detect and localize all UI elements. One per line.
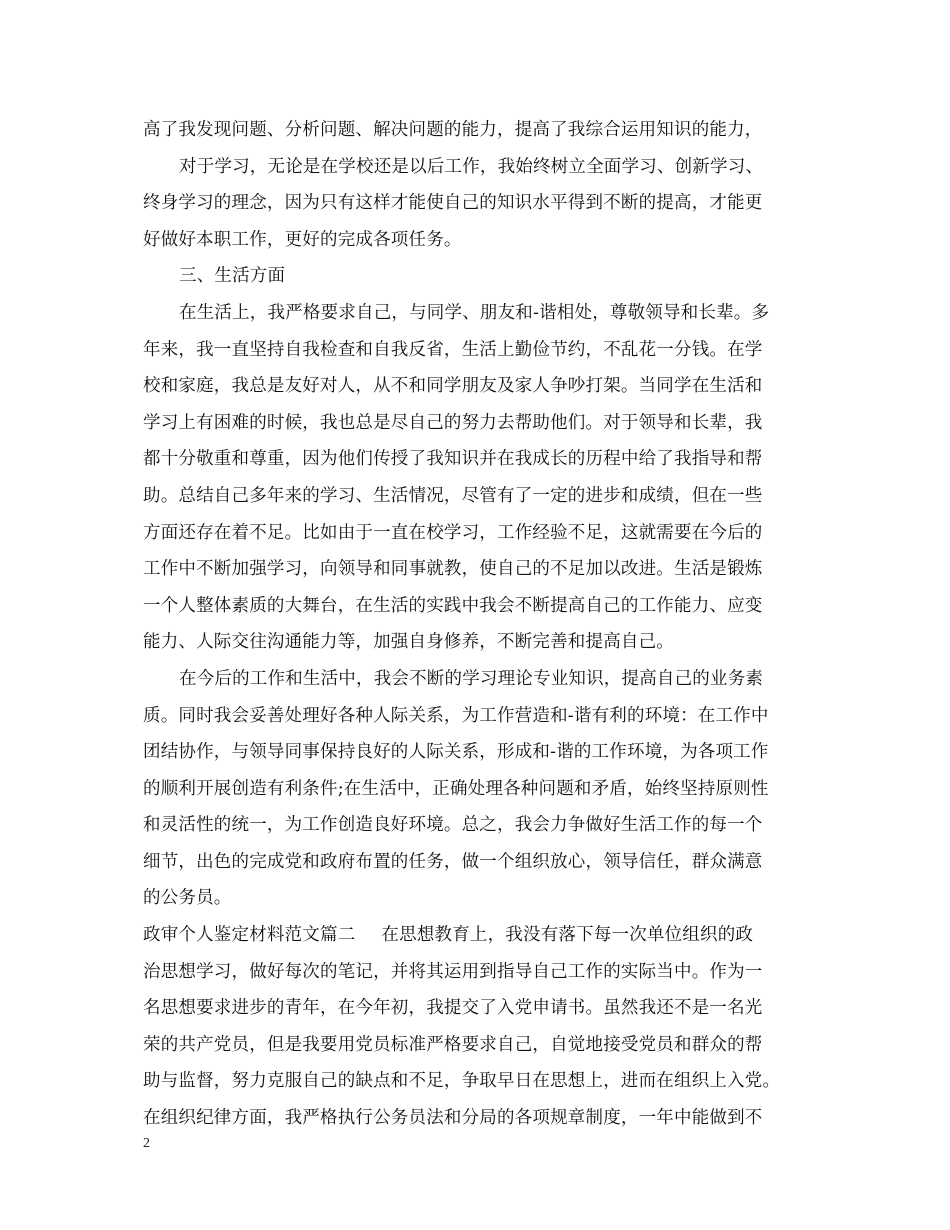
paragraph-text: 在思想教育上，我没有落下每一次单位组织的政 xyxy=(381,925,754,946)
document-body xyxy=(143,112,813,1137)
paragraph-line: 校和家庭，我总是友好对人，从不和同学朋友及家人争吵打架。当同学在生活和 xyxy=(143,376,763,397)
paragraph-line: 在生活上，我严格要求自己，与同学、朋友和-谐相处，尊敬领导和长辈。多 xyxy=(179,302,770,323)
paragraph-line: 细节，出色的完成党和政府布置的任务，做一个组织放心，领导信任，群众满意 xyxy=(143,851,763,872)
paragraph-line: 能力、人际交往沟通能力等，加强自身修养，不断完善和提高自己。 xyxy=(143,632,674,653)
paragraph-line: 方面还存在着不足。比如由于一直在校学习，工作经验不足，这就需要在今后的 xyxy=(143,522,763,543)
paragraph-line: 团结协作，与领导同事保持良好的人际关系，形成和-谐的工作环境，为各项工作 xyxy=(143,742,769,763)
paragraph-line: 和灵活性的统一，为工作创造良好环境。总之，我会力争做好生活工作的每一个 xyxy=(143,815,763,836)
section-2-first-line xyxy=(143,917,813,954)
paragraph-line: 高了我发现问题、分析问题、解决问题的能力，提高了我综合运用知识的能力， xyxy=(143,120,763,140)
paragraph-line: 荣的共产党员，但是我要用党员标准严格要求自己，自觉地接受党员和群众的帮 xyxy=(143,1034,763,1055)
paragraph-line: 助。总结自己多年来的学习、生活情况，尽管有了一定的进步和成绩，但在一些 xyxy=(143,485,763,506)
paragraph-line: 工作中不断加强学习，向领导和同事就教，使自己的不足加以改进。生活是锻炼 xyxy=(143,559,763,580)
paragraph-line: 在今后的工作和生活中，我会不断的学习理论专业知识，提高自己的业务素 xyxy=(179,668,764,689)
paragraph-line: 学习上有困难的时候，我也总是尽自己的努力去帮助他们。对于领导和长辈，我 xyxy=(143,412,763,433)
paragraph-line: 在组织纪律方面，我严格执行公务员法和分局的各项规章制度，一年中能做到不 xyxy=(143,1108,763,1129)
paragraph-line: 质。同时我会妥善处理好各种人际关系，为工作营造和-谐有利的环境：在工作中 xyxy=(143,705,769,726)
paragraph-line: 助与监督，努力克服自己的缺点和不足，争取早日在思想上，进而在组织上入党。 xyxy=(143,1071,781,1092)
section-heading: 三、生活方面 xyxy=(179,266,286,287)
section-2-title: 政审个人鉴定材料范文篇二 xyxy=(143,925,356,946)
paragraph-line: 都十分敬重和尊重，因为他们传授了我知识并在我成长的历程中给了我指导和帮 xyxy=(143,449,763,470)
paragraph-line: 的公务员。 xyxy=(143,888,232,909)
paragraph-line: 年来，我一直坚持自我检查和自我反省，生活上勤俭节约，不乱花一分钱。在学 xyxy=(143,339,763,360)
page-number: 2 xyxy=(143,1136,150,1151)
paragraph-line: 好做好本职工作，更好的完成各项任务。 xyxy=(143,229,462,250)
paragraph-line: 治思想学习，做好每次的笔记，并将其运用到指导自己工作的实际当中。作为一 xyxy=(143,961,763,982)
paragraph-line: 对于学习，无论是在学校还是以后工作，我始终树立全面学习、创新学习、 xyxy=(179,156,764,177)
paragraph-line: 的顺利开展创造有利条件;在生活中，正确处理各种问题和矛盾，始终坚持原则性 xyxy=(143,778,769,799)
paragraph-line: 名思想要求进步的青年，在今年初，我提交了入党申请书。虽然我还不是一名光 xyxy=(143,998,763,1019)
paragraph-line: 终身学习的理念，因为只有这样才能使自己的知识水平得到不断的提高，才能更 xyxy=(143,193,763,214)
paragraph-line: 一个人整体素质的大舞台，在生活的实践中我会不断提高自己的工作能力、应变 xyxy=(143,595,763,616)
